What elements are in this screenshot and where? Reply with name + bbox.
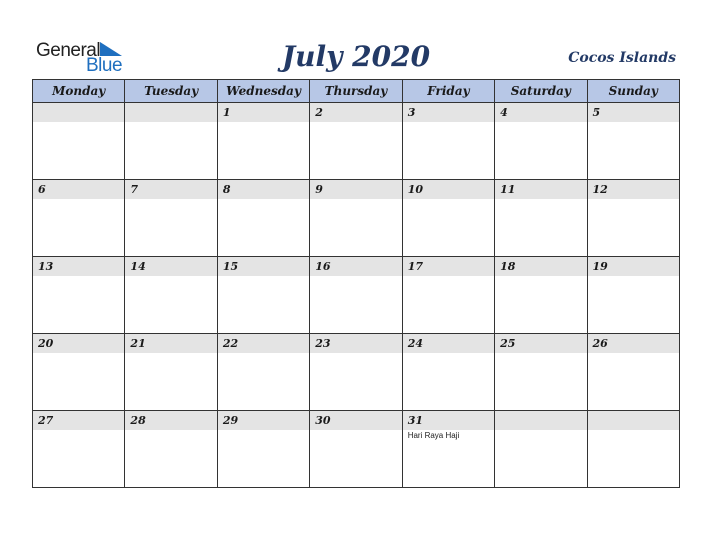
week-row	[33, 334, 680, 411]
day-cell	[125, 103, 217, 180]
day-number: 14	[125, 257, 216, 276]
day-number: 25	[495, 334, 586, 353]
day-cell	[495, 103, 587, 180]
day-number: 12	[588, 180, 679, 199]
day-number: 22	[218, 334, 309, 353]
day-cell	[587, 334, 679, 411]
country-name: Cocos Islands	[568, 50, 676, 66]
day-cell	[125, 334, 217, 411]
day-cell	[33, 180, 125, 257]
holiday-label: Hari Raya Haji	[407, 431, 460, 440]
week-row	[33, 257, 680, 334]
day-number: 30	[310, 411, 401, 430]
day-number	[495, 411, 586, 430]
day-cell	[587, 103, 679, 180]
day-number: 8	[218, 180, 309, 199]
day-number: 15	[218, 257, 309, 276]
day-cell	[217, 103, 309, 180]
day-number: 1	[218, 103, 309, 122]
day-number: 10	[403, 180, 494, 199]
day-number: 28	[125, 411, 216, 430]
weekday-header: Saturday	[495, 80, 587, 103]
calendar-grid	[32, 79, 680, 488]
weekday-header: Thursday	[310, 80, 402, 103]
day-number: 2	[310, 103, 401, 122]
weekday-header: Tuesday	[125, 80, 217, 103]
day-cell	[310, 257, 402, 334]
day-cell	[402, 103, 494, 180]
day-number: 6	[33, 180, 124, 199]
day-number: 19	[588, 257, 679, 276]
day-number: 3	[403, 103, 494, 122]
weekday-header: Wednesday	[217, 80, 309, 103]
day-cell	[495, 180, 587, 257]
day-number: 5	[588, 103, 679, 122]
day-number	[33, 103, 124, 122]
day-cell	[310, 103, 402, 180]
logo-blue-text: Blue	[86, 55, 123, 76]
day-number: 31	[403, 411, 494, 430]
day-cell	[217, 411, 309, 488]
day-number: 13	[33, 257, 124, 276]
week-row	[33, 180, 680, 257]
day-cell	[402, 257, 494, 334]
day-cell	[402, 180, 494, 257]
day-cell	[310, 334, 402, 411]
day-cell	[587, 411, 679, 488]
day-cell	[495, 411, 587, 488]
day-cell	[125, 180, 217, 257]
logo-general-text: General	[36, 40, 101, 61]
day-number: 7	[125, 180, 216, 199]
day-number: 16	[310, 257, 401, 276]
day-cell	[33, 334, 125, 411]
week-row	[33, 103, 680, 180]
day-number	[125, 103, 216, 122]
weekday-header: Sunday	[587, 80, 679, 103]
day-cell	[587, 257, 679, 334]
day-number: 11	[495, 180, 586, 199]
weekday-header-row	[33, 80, 680, 103]
day-cell	[33, 257, 125, 334]
page-title: July 2020	[281, 40, 431, 73]
day-cell	[33, 411, 125, 488]
day-cell	[587, 180, 679, 257]
day-cell	[217, 257, 309, 334]
weekday-header: Friday	[402, 80, 494, 103]
day-number: 4	[495, 103, 586, 122]
day-number: 21	[125, 334, 216, 353]
day-number: 9	[310, 180, 401, 199]
day-cell	[402, 334, 494, 411]
day-cell	[495, 334, 587, 411]
day-number: 18	[495, 257, 586, 276]
day-number	[588, 411, 679, 430]
day-number: 17	[403, 257, 494, 276]
day-cell	[310, 180, 402, 257]
day-cell	[495, 257, 587, 334]
day-number: 24	[403, 334, 494, 353]
day-number: 27	[33, 411, 124, 430]
week-row	[33, 411, 680, 488]
day-cell	[33, 103, 125, 180]
day-number: 26	[588, 334, 679, 353]
day-cell	[217, 334, 309, 411]
day-number: 29	[218, 411, 309, 430]
day-number: 23	[310, 334, 401, 353]
day-cell	[125, 257, 217, 334]
day-number: 20	[33, 334, 124, 353]
day-cell	[217, 180, 309, 257]
day-cell	[310, 411, 402, 488]
weekday-header: Monday	[33, 80, 125, 103]
day-cell	[402, 411, 494, 488]
day-cell	[125, 411, 217, 488]
